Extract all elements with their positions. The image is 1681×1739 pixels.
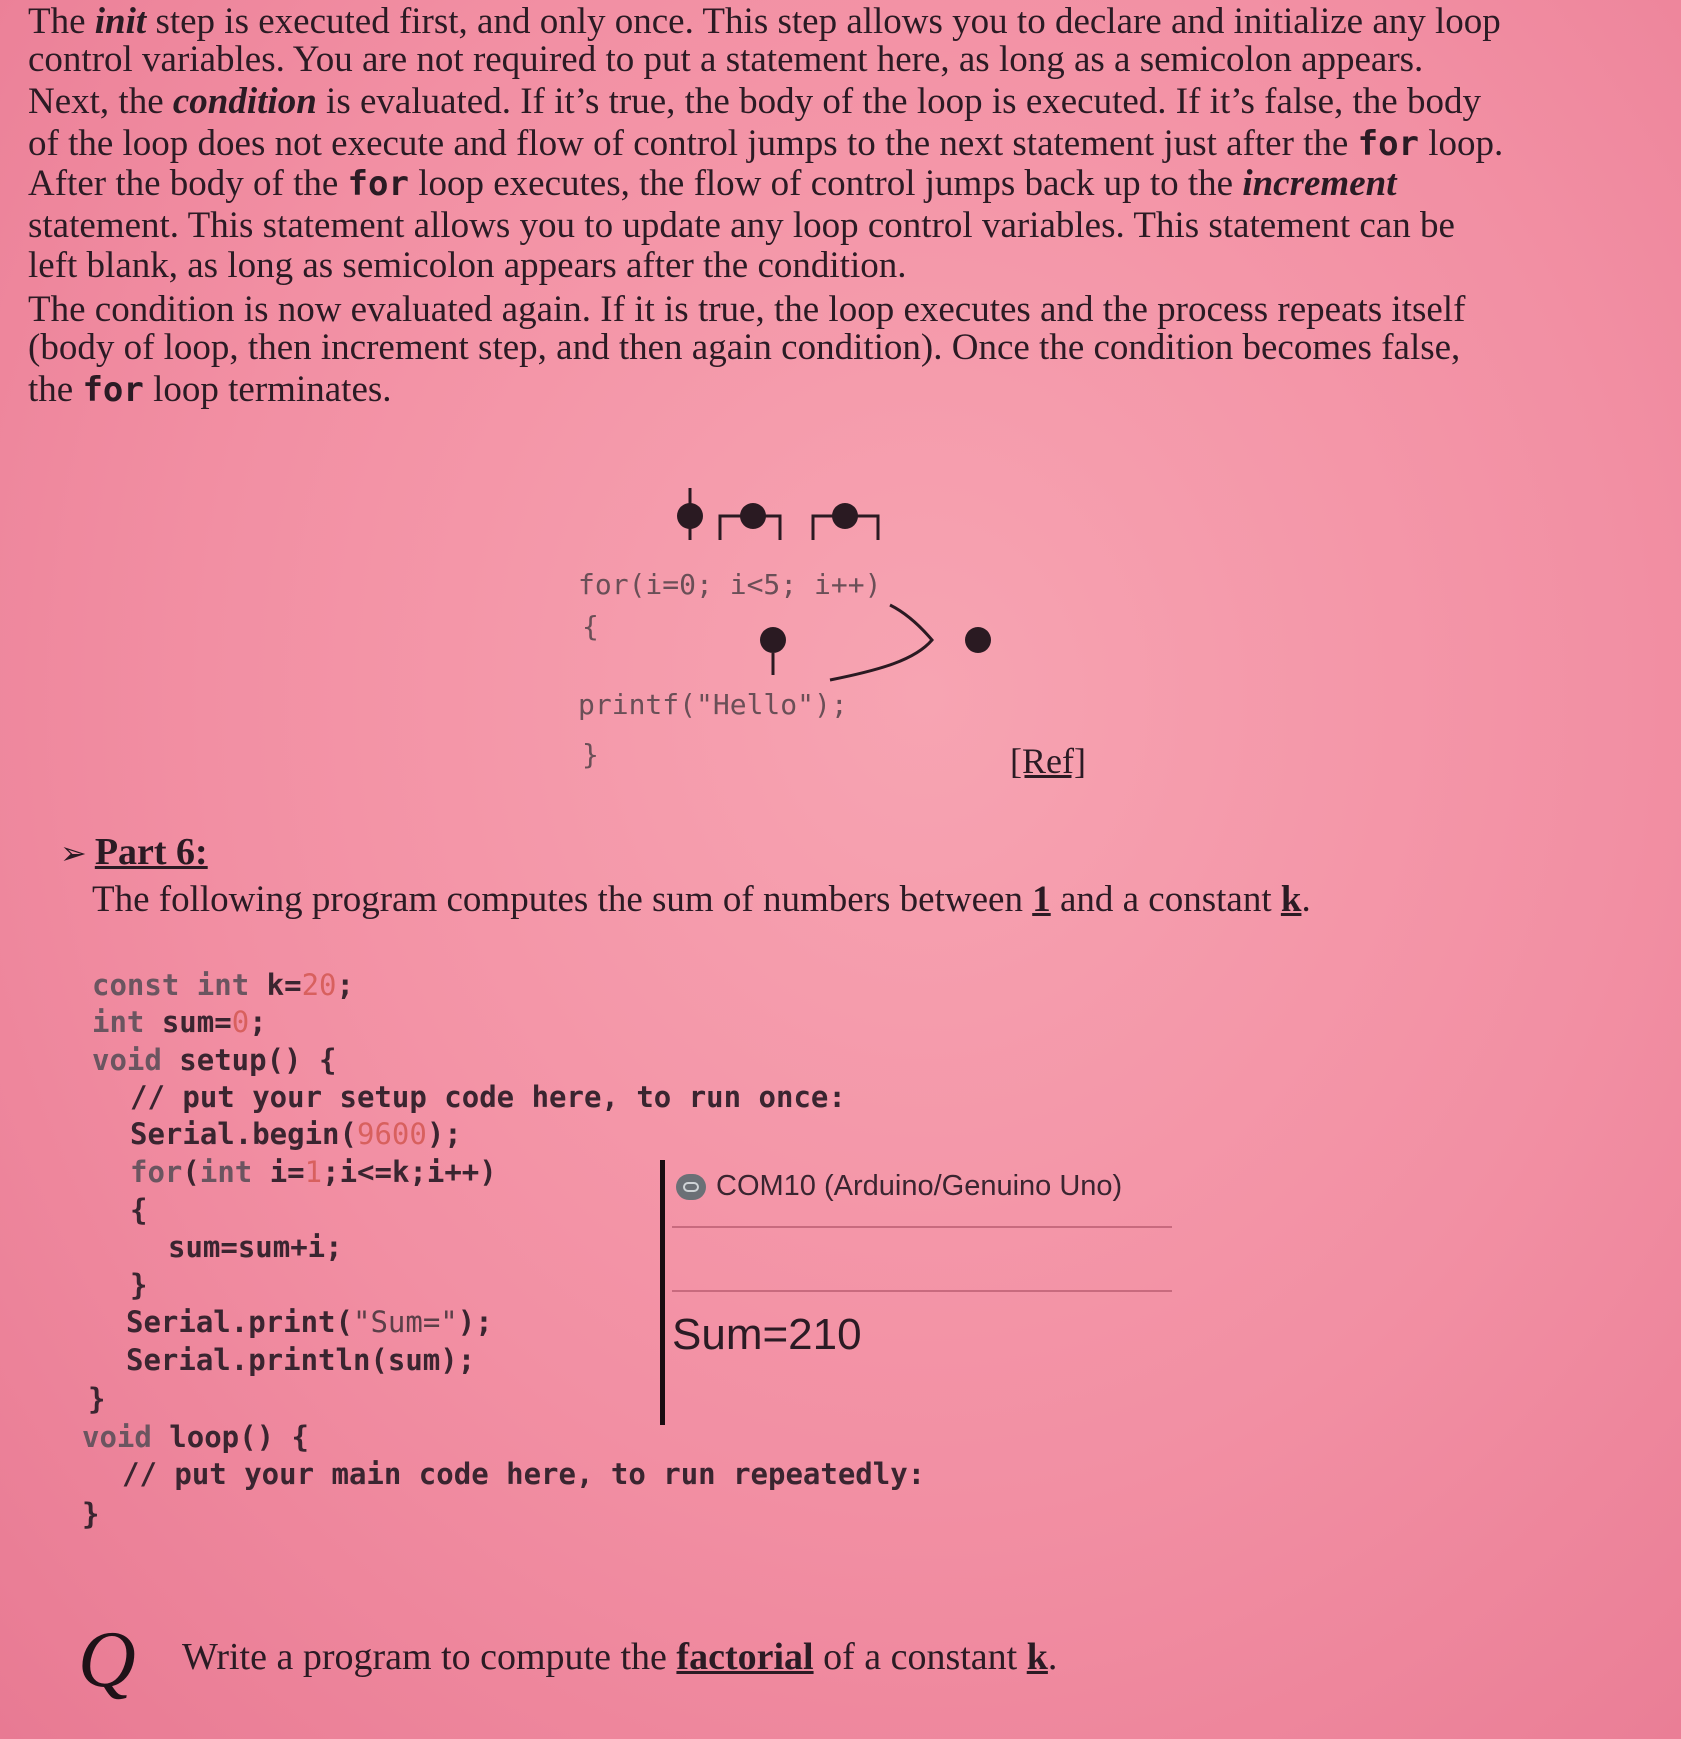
code-line: // put your setup code here, to run once: — [130, 1080, 846, 1114]
code-line: int sum=0; — [92, 1005, 267, 1039]
intro-line: (body of loop, then increment step, and then again condition). Once the condition becomes false, — [28, 327, 1461, 368]
arduino-icon — [676, 1174, 706, 1200]
question-text: Write a program to compute the factorial of a constant k. — [182, 1636, 1058, 1678]
ref-link[interactable]: [Ref] — [1010, 741, 1086, 781]
intro-line: The condition is now evaluated again. If it is true, the loop executes and the process repeats itself — [28, 289, 1466, 330]
code-line: Serial.begin(9600); — [130, 1117, 462, 1151]
part-6-heading — [60, 830, 208, 874]
part-6-description: The following program computes the sum of numbers between 1 and a constant k. — [92, 879, 1311, 920]
marker-4 — [965, 627, 991, 653]
question-icon: Q — [78, 1616, 136, 1704]
code-line: void loop() { — [82, 1420, 309, 1454]
figure-code-for: for(i=0; i<5; i++) — [578, 568, 882, 601]
intro-line: control variables. You are not required to put a statement here, as long as a semicolon appears. — [28, 39, 1424, 80]
code-line: Serial.print("Sum="); — [126, 1305, 493, 1339]
intro-line: statement. This statement allows you to update any loop control variables. This statement can be — [28, 205, 1455, 246]
intro-line: Next, the condition is evaluated. If it’s true, the body of the loop is executed. If it’s false, the body — [28, 81, 1481, 122]
intro-line: After the body of the for loop executes, the flow of control jumps back up to the increment — [28, 163, 1397, 204]
marker-5 — [832, 503, 858, 529]
marker-2 — [740, 503, 766, 529]
input-line — [672, 1226, 1172, 1228]
intro-line: left blank, as long as semicolon appears after the condition. — [28, 245, 907, 286]
figure-code-open-brace: { — [582, 610, 599, 643]
serial-port-title: COM10 (Arduino/Genuino Uno) — [676, 1170, 1122, 1203]
figure-code-close-brace: } — [582, 738, 599, 771]
intro-line: of the loop does not execute and flow of control jumps to the next statement just after the for loop. — [28, 123, 1504, 164]
figure-code-printf: printf("Hello"); — [578, 688, 848, 721]
marker-1 — [677, 503, 703, 529]
code-line: Serial.println(sum); — [126, 1343, 476, 1377]
code-line: for(int i=1;i<=k;i++) — [130, 1155, 497, 1189]
code-line: // put your main code here, to run repeatedly: — [122, 1457, 926, 1491]
intro-line: the for loop terminates. — [28, 369, 392, 410]
serial-output: Sum=210 — [672, 1310, 862, 1359]
part-6-label: Part 6: — [94, 831, 208, 873]
panel-divider — [660, 1160, 665, 1425]
arrow-bullet-icon: ➢ — [60, 834, 87, 872]
code-line: const int k=20; — [92, 968, 354, 1002]
code-line: } — [130, 1268, 148, 1302]
code-line: } — [88, 1382, 106, 1416]
serial-monitor-panel — [660, 1160, 1180, 1420]
intro-line: The init step is executed first, and only once. This step allows you to declare and initialize any loop — [28, 1, 1501, 42]
code-line: void setup() { — [92, 1043, 337, 1077]
code-line: { — [130, 1193, 148, 1227]
input-line-bottom — [672, 1290, 1172, 1292]
marker-3 — [760, 627, 786, 653]
code-line: } — [82, 1497, 100, 1531]
code-line: sum=sum+i; — [168, 1230, 343, 1264]
